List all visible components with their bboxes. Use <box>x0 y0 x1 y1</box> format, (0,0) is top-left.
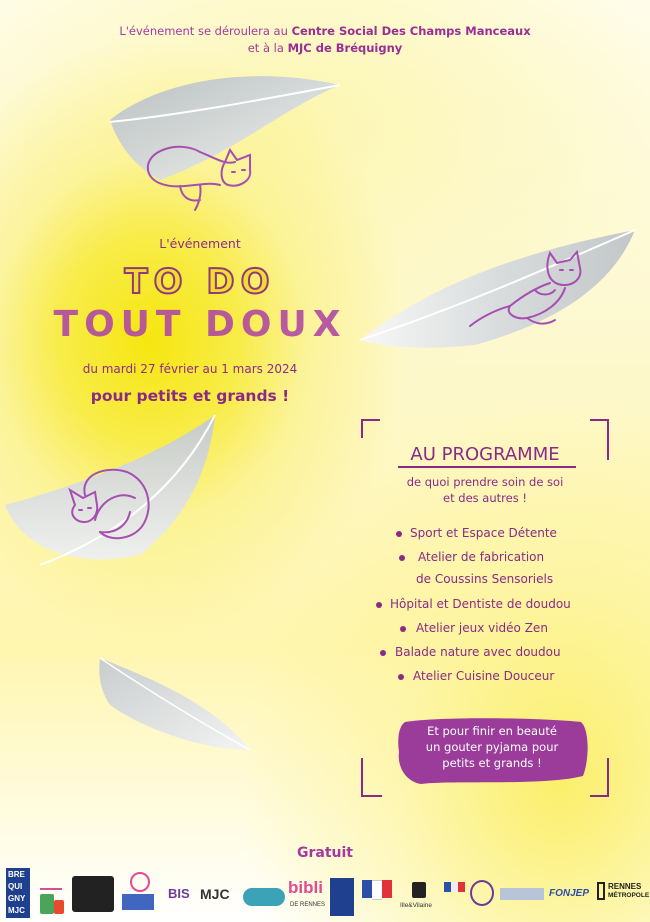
programme-item-continued: de Coussins Sensoriels <box>416 572 554 586</box>
bis-logo: BIS <box>168 886 190 901</box>
event-intro: L'événement <box>159 236 241 251</box>
list-bullet <box>396 531 402 537</box>
curled-cat-illustration <box>65 460 160 550</box>
feather-bottom-illustration <box>95 650 255 760</box>
closing-line-1: Et pour finir en beauté <box>427 724 557 738</box>
bibliotheques-rennes-logo: bibli DE RENNES <box>288 878 326 908</box>
agence-logo <box>500 888 544 900</box>
list-bullet <box>398 674 404 680</box>
ille-et-vilaine-logo: Ille&Vilaine <box>400 882 440 916</box>
event-dates: du mardi 27 février au 1 mars 2024 <box>82 362 298 376</box>
venue-centre-social: Centre Social Des Champs Manceaux <box>291 24 531 38</box>
event-audience: pour petits et grands ! <box>90 387 290 405</box>
programme-title: AU PROGRAMME <box>410 444 560 465</box>
list-bullet <box>400 626 406 632</box>
fonjep-logo: FONJEP <box>549 888 590 899</box>
programme-item: Atelier Cuisine Douceur <box>413 669 555 683</box>
lounging-cat-illustration <box>465 248 595 333</box>
venue-mjc: MJC de Bréquigny <box>287 41 403 55</box>
venue-line-2 <box>0 41 650 55</box>
list-bullet <box>399 555 405 561</box>
mjc-brequigny-logo: BRE QUI GNY MJC <box>6 868 30 918</box>
venue-line-2-prefix: et à la <box>247 41 288 55</box>
programme-item: Sport et Espace Détente <box>410 526 557 540</box>
programme-item: Atelier de fabrication <box>418 550 545 564</box>
price-label: Gratuit <box>297 845 353 861</box>
list-bullet <box>376 602 382 608</box>
venue-line-1-prefix: L'événement se déroulera au <box>119 24 292 38</box>
prefecture-logo <box>362 880 392 898</box>
partner-logos <box>0 866 650 922</box>
associations-logo <box>330 878 354 916</box>
programme-item: Balade nature avec doudou <box>395 645 561 659</box>
programme-item: Atelier jeux vidéo Zen <box>416 621 548 635</box>
partner-logo-black <box>72 876 114 912</box>
programme-subtitle-line-1: de quoi prendre soin de soi <box>406 475 564 489</box>
programme-subtitle-line-2: et des autres ! <box>443 491 527 505</box>
list-bullet <box>380 650 386 656</box>
rennes-metropole-logo: RENNES MÉTROPOLE <box>597 882 649 908</box>
champs-manceaux-logo <box>118 872 158 916</box>
event-title-line-1: TO DO <box>124 262 276 302</box>
programme-title-underline <box>398 466 576 468</box>
venue-line-1 <box>0 24 650 38</box>
republique-logo <box>444 882 466 906</box>
event-title-line-2: TOUT DOUX <box>53 304 347 345</box>
sleeping-cat-illustration <box>140 140 265 215</box>
mjc-champs-logo: MJC <box>200 886 230 902</box>
closing-line-2: un gouter pyjama pour <box>425 740 559 754</box>
closing-line-3: petits et grands ! <box>442 756 542 770</box>
espace-numerique-logo <box>243 888 285 906</box>
programme-item: Hôpital et Dentiste de doudou <box>390 597 571 611</box>
ancv-logo <box>470 880 494 906</box>
projet-reussite-logo <box>36 870 68 916</box>
